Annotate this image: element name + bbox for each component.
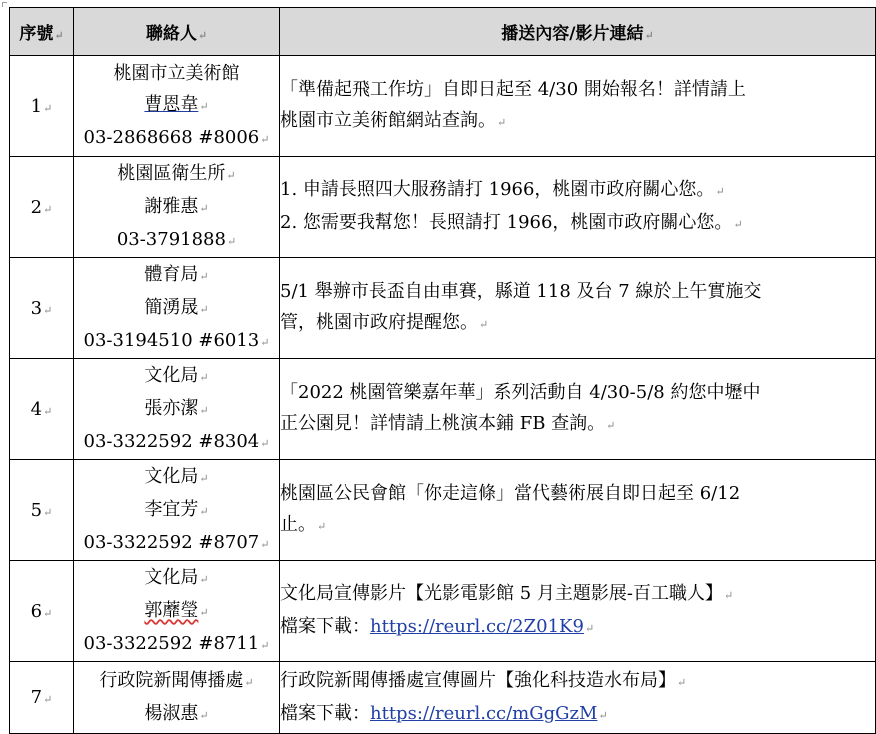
contact-org: 桃園區衛生所↵ xyxy=(117,162,236,184)
row-number: 6↵ xyxy=(10,561,74,662)
header-no: 序號↵ xyxy=(10,8,74,56)
download-link[interactable]: https://reurl.cc/mGgGzM xyxy=(370,702,598,724)
row-number: 1↵ xyxy=(10,56,74,157)
contact-phone: 03-3322592 #8707↵ xyxy=(83,531,270,553)
content-cell xyxy=(280,359,876,460)
contact-person: 楊淑惠↵ xyxy=(144,702,209,724)
content-line: 桃園區公民會館「你走這條」當代藝術展自即日起至 6/12 xyxy=(280,483,741,504)
content-line: 「準備起飛工作坊」自即日起至 4/30 開始報名！詳情請上 xyxy=(280,79,746,100)
contact-org: 桃園市立美術館 xyxy=(113,62,240,84)
header-row xyxy=(10,8,876,56)
download-link[interactable]: https://reurl.cc/2Z01K9 xyxy=(370,616,584,637)
contact-cell xyxy=(74,157,280,258)
contact-org: 文化局↵ xyxy=(144,465,209,487)
content-line: 5/1 舉辦市長盃自由車賽，縣道 118 及台 7 線於上午實施交 xyxy=(280,281,762,302)
content-cell xyxy=(280,460,876,561)
table-row xyxy=(10,258,876,359)
content-cell xyxy=(280,662,876,734)
contact-person: 曹恩韋↵ xyxy=(144,93,209,115)
header-contact: 聯絡人↵ xyxy=(74,8,280,56)
contact-cell xyxy=(74,662,280,734)
content-cell xyxy=(280,56,876,157)
content-line: 1. 申請長照四大服務請打 1966，桃園市政府關心您。↵ xyxy=(280,179,725,200)
contact-cell xyxy=(74,359,280,460)
content-line: 管，桃園市政府提醒您。↵ xyxy=(280,312,489,333)
contact-phone: 03-2868668 #8006↵ xyxy=(83,126,270,148)
contact-phone: 03-3322592 #8711↵ xyxy=(83,632,270,654)
content-line: 檔案下載：https://reurl.cc/mGgGzM↵ xyxy=(280,702,608,724)
content-line: 桃園市立美術館網站查詢。↵ xyxy=(280,110,507,131)
contact-org: 行政院新聞傳播處↵ xyxy=(99,669,254,691)
content-line: 檔案下載：https://reurl.cc/2Z01K9↵ xyxy=(280,616,595,637)
content-line: 止。↵ xyxy=(280,514,327,535)
contact-org: 文化局↵ xyxy=(144,364,209,386)
contact-phone: 03-3194510 #6013↵ xyxy=(83,329,270,351)
content-cell xyxy=(280,258,876,359)
row-number: 4↵ xyxy=(10,359,74,460)
contact-phone: 03-3322592 #8304↵ xyxy=(83,430,270,452)
contact-cell xyxy=(74,258,280,359)
row-number: 7↵ xyxy=(10,662,74,734)
content-line: 2. 您需要我幫您！長照請打 1966，桃園市政府關心您。↵ xyxy=(280,212,743,233)
content-line: 正公園見！詳情請上桃演本鋪 FB 查詢。↵ xyxy=(280,413,616,434)
contact-person: 謝雅惠↵ xyxy=(144,195,209,217)
content-cell xyxy=(280,157,876,258)
contact-person: 簡湧晟↵ xyxy=(144,296,209,318)
contact-cell xyxy=(74,561,280,662)
corner-mark xyxy=(2,2,7,7)
table-row xyxy=(10,359,876,460)
contact-person: 郭蘼瑩↵ xyxy=(144,599,209,621)
contact-person: 李宜芳↵ xyxy=(144,498,209,520)
table-row xyxy=(10,157,876,258)
row-number: 5↵ xyxy=(10,460,74,561)
table-row xyxy=(10,662,876,734)
contact-org: 體育局↵ xyxy=(144,263,209,285)
contact-cell xyxy=(74,56,280,157)
content-line: 「2022 桃園管樂嘉年華」系列活動自 4/30-5/8 約您中壢中 xyxy=(280,382,761,403)
row-number: 3↵ xyxy=(10,258,74,359)
contact-cell xyxy=(74,460,280,561)
row-number: 2↵ xyxy=(10,157,74,258)
contact-org: 文化局↵ xyxy=(144,566,209,588)
content-line: 文化局宣傳影片【光影電影館 5 月主題影展-百工職人】↵ xyxy=(280,583,734,604)
table-row xyxy=(10,561,876,662)
table-row xyxy=(10,56,876,157)
table-row xyxy=(10,460,876,561)
content-cell xyxy=(280,561,876,662)
header-content: 播送內容/影片連結↵ xyxy=(280,8,876,56)
contact-person: 張亦潔↵ xyxy=(144,397,209,419)
content-line: 行政院新聞傳播處宣傳圖片【強化科技造水布局】↵ xyxy=(280,669,687,691)
contact-phone: 03-3791888↵ xyxy=(116,228,237,250)
broadcast-schedule-table xyxy=(9,7,876,734)
